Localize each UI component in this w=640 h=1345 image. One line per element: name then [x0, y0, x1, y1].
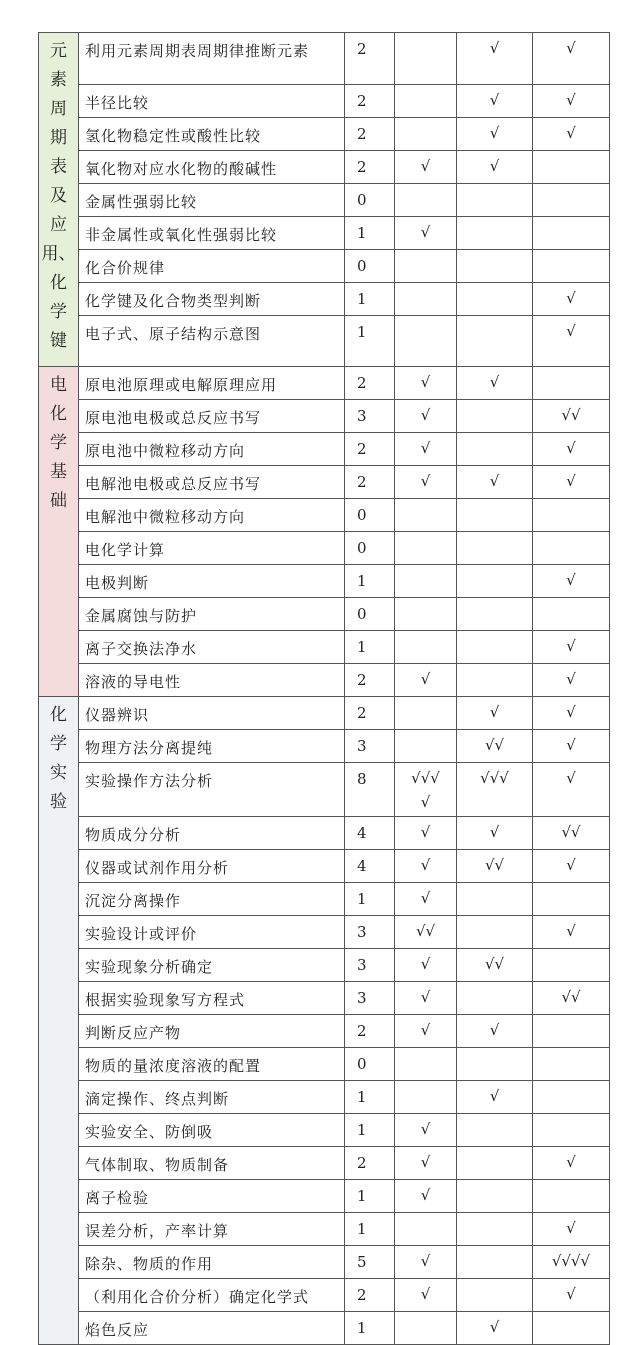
table-row: [39, 1312, 610, 1345]
table-row: [39, 697, 610, 730]
mark-cell-a: [395, 250, 457, 283]
table-row: [39, 916, 610, 949]
section-label-line: 用、: [41, 244, 76, 264]
mark-cell-c: √: [533, 565, 610, 598]
count-cell: 0: [345, 1048, 395, 1081]
mark-cell-a: [395, 316, 457, 367]
mark-cell-c: [533, 1015, 610, 1048]
mark-cell-a: √: [395, 1180, 457, 1213]
mark-cell-b: √: [457, 85, 533, 118]
section-label-line: 学: [50, 433, 67, 453]
mark-cell-c: √: [533, 316, 610, 367]
table-row: [39, 1147, 610, 1180]
mark-cell-b: [457, 1180, 533, 1213]
mark-cell-c: √: [533, 631, 610, 664]
mark-cell-a: √: [395, 151, 457, 184]
topic-cell: 电解池电极或总反应书写: [79, 466, 345, 499]
table-row: [39, 850, 610, 883]
count-cell: 2: [345, 664, 395, 697]
mark-cell-b: √: [457, 151, 533, 184]
topic-cell: 金属性强弱比较: [79, 184, 345, 217]
topic-cell: 物质成分分析: [79, 817, 345, 850]
topic-cell: 物质的量浓度溶液的配置: [79, 1048, 345, 1081]
mark-cell-b: √: [457, 1081, 533, 1114]
mark-cell-a: √: [395, 1015, 457, 1048]
count-cell: 1: [345, 1213, 395, 1246]
mark-cell-b: √: [457, 1312, 533, 1345]
count-cell: 3: [345, 730, 395, 763]
section-label-line: 验: [50, 792, 67, 812]
count-cell: 2: [345, 1015, 395, 1048]
mark-cell-c: √: [533, 1213, 610, 1246]
topic-cell: 实验安全、防倒吸: [79, 1114, 345, 1147]
section-label: [39, 367, 79, 697]
topic-cell: 化学键及化合物类型判断: [79, 283, 345, 316]
count-cell: 1: [345, 1081, 395, 1114]
table-row: [39, 1114, 610, 1147]
mark-cell-a: √√: [395, 916, 457, 949]
topic-cell: 离子交换法净水: [79, 631, 345, 664]
mark-cell-b: [457, 250, 533, 283]
mark-cell-b: √: [457, 817, 533, 850]
mark-cell-c: √: [533, 85, 610, 118]
table-row: [39, 499, 610, 532]
topic-cell: 氧化物对应水化物的酸碱性: [79, 151, 345, 184]
table-row: [39, 466, 610, 499]
count-cell: 1: [345, 316, 395, 367]
count-cell: 2: [345, 466, 395, 499]
mark-cell-b: [457, 664, 533, 697]
mark-cell-a: √: [395, 1147, 457, 1180]
section-label-line: 应: [50, 215, 67, 235]
mark-cell-c: √: [533, 118, 610, 151]
topic-cell: 化合价规律: [79, 250, 345, 283]
mark-cell-a: [395, 631, 457, 664]
mark-cell-b: [457, 184, 533, 217]
topic-cell: 实验现象分析确定: [79, 949, 345, 982]
topic-cell: 沉淀分离操作: [79, 883, 345, 916]
mark-cell-c: √√: [533, 400, 610, 433]
count-cell: 5: [345, 1246, 395, 1279]
mark-cell-a: [395, 1312, 457, 1345]
mark-cell-c: √: [533, 850, 610, 883]
count-cell: 2: [345, 433, 395, 466]
section-label-line: 学: [50, 302, 67, 322]
count-cell: 4: [345, 850, 395, 883]
mark-cell-a: √: [395, 1246, 457, 1279]
table-row: [39, 883, 610, 916]
mark-cell-b: [457, 1114, 533, 1147]
topic-cell: 原电池电极或总反应书写: [79, 400, 345, 433]
table-row: [39, 730, 610, 763]
mark-cell-c: √: [533, 916, 610, 949]
topic-cell: 焰色反应: [79, 1312, 345, 1345]
mark-cell-a: √: [395, 817, 457, 850]
topic-cell: 仪器或试剂作用分析: [79, 850, 345, 883]
mark-cell-a: √: [395, 466, 457, 499]
mark-cell-b: [457, 1279, 533, 1312]
mark-cell-a: √: [395, 883, 457, 916]
table-row: [39, 316, 610, 367]
mark-cell-c: √√: [533, 817, 610, 850]
mark-cell-c: [533, 598, 610, 631]
mark-cell-b: √√√: [457, 763, 533, 817]
mark-cell-c: [533, 367, 610, 400]
count-cell: 1: [345, 1180, 395, 1213]
section-label-line: 学: [50, 734, 67, 754]
mark-cell-b: √: [457, 697, 533, 730]
section-label-line: 元: [50, 41, 67, 61]
topic-cell: 物理方法分离提纯: [79, 730, 345, 763]
mark-cell-a: [395, 283, 457, 316]
mark-cell-b: [457, 532, 533, 565]
count-cell: 1: [345, 565, 395, 598]
mark-cell-b: [457, 1213, 533, 1246]
count-cell: 0: [345, 499, 395, 532]
mark-cell-a: √: [395, 850, 457, 883]
table-row: [39, 1015, 610, 1048]
section-label-line: 化: [50, 705, 67, 725]
table-row: [39, 367, 610, 400]
count-cell: 1: [345, 1312, 395, 1345]
table-row: [39, 1279, 610, 1312]
table-row: [39, 1048, 610, 1081]
mark-cell-c: [533, 1114, 610, 1147]
mark-cell-b: [457, 883, 533, 916]
mark-cell-a: √: [395, 400, 457, 433]
table-row: [39, 763, 610, 817]
table-row: [39, 283, 610, 316]
count-cell: 1: [345, 217, 395, 250]
table-row: [39, 949, 610, 982]
count-cell: 2: [345, 33, 395, 85]
count-cell: 2: [345, 151, 395, 184]
mark-cell-c: [533, 949, 610, 982]
topic-cell: 非金属性或氧化性强弱比较: [79, 217, 345, 250]
count-cell: 4: [345, 817, 395, 850]
exam-topic-table: [38, 32, 610, 1345]
mark-cell-a: [395, 184, 457, 217]
topic-cell: 原电池原理或电解原理应用: [79, 367, 345, 400]
table-row: [39, 982, 610, 1015]
table-row: [39, 1180, 610, 1213]
mark-cell-b: [457, 631, 533, 664]
topic-cell: （利用化合价分析）确定化学式: [79, 1279, 345, 1312]
topic-cell: 金属腐蚀与防护: [79, 598, 345, 631]
mark-cell-b: [457, 316, 533, 367]
count-cell: 0: [345, 532, 395, 565]
table-row: [39, 184, 610, 217]
topic-cell: 电化学计算: [79, 532, 345, 565]
mark-cell-a: √: [395, 664, 457, 697]
mark-cell-b: √√: [457, 730, 533, 763]
mark-cell-a: √: [395, 982, 457, 1015]
topic-cell: 离子检验: [79, 1180, 345, 1213]
count-cell: 1: [345, 1114, 395, 1147]
count-cell: 0: [345, 184, 395, 217]
section-label-line: 及: [50, 186, 67, 206]
section-label-line: 期: [50, 128, 67, 148]
mark-cell-c: √: [533, 466, 610, 499]
section-label-line: 化: [50, 404, 67, 424]
count-cell: 1: [345, 883, 395, 916]
topic-cell: 实验操作方法分析: [79, 763, 345, 817]
mark-cell-a: [395, 730, 457, 763]
mark-cell-a: [395, 499, 457, 532]
count-cell: 2: [345, 1279, 395, 1312]
count-cell: 1: [345, 283, 395, 316]
table-row: [39, 118, 610, 151]
mark-cell-b: [457, 1246, 533, 1279]
mark-cell-a: √: [395, 949, 457, 982]
table-row: [39, 1213, 610, 1246]
section-label-line: 电: [50, 375, 67, 395]
mark-cell-c: [533, 532, 610, 565]
mark-cell-b: [457, 499, 533, 532]
mark-cell-a: [395, 1213, 457, 1246]
mark-cell-c: [533, 1081, 610, 1114]
topic-cell: 溶液的导电性: [79, 664, 345, 697]
mark-cell-c: [533, 217, 610, 250]
table-row: [39, 250, 610, 283]
mark-cell-b: [457, 916, 533, 949]
table-row: [39, 1081, 610, 1114]
mark-cell-a: √: [395, 367, 457, 400]
topic-cell: 误差分析，产率计算: [79, 1213, 345, 1246]
mark-cell-c: [533, 1180, 610, 1213]
topic-cell: 原电池中微粒移动方向: [79, 433, 345, 466]
count-cell: 0: [345, 250, 395, 283]
section-label-line: 周: [50, 99, 67, 119]
section-label-line: 础: [50, 491, 67, 511]
section-label-line: 基: [50, 462, 67, 482]
mark-cell-b: √√: [457, 850, 533, 883]
mark-cell-b: [457, 565, 533, 598]
mark-cell-a: √: [395, 217, 457, 250]
mark-cell-c: [533, 1048, 610, 1081]
mark-cell-b: √: [457, 33, 533, 85]
count-cell: 2: [345, 1147, 395, 1180]
mark-cell-a: [395, 1081, 457, 1114]
mark-cell-c: √: [533, 730, 610, 763]
mark-cell-c: √: [533, 763, 610, 817]
mark-cell-c: [533, 151, 610, 184]
count-cell: 1: [345, 631, 395, 664]
topic-cell: 根据实验现象写方程式: [79, 982, 345, 1015]
mark-cell-a: [395, 598, 457, 631]
table-row: [39, 664, 610, 697]
section-label: [39, 697, 79, 1345]
count-cell: 2: [345, 118, 395, 151]
table-row: [39, 85, 610, 118]
mark-cell-c: √: [533, 283, 610, 316]
mark-cell-c: [533, 499, 610, 532]
topic-cell: 半径比较: [79, 85, 345, 118]
mark-cell-b: [457, 433, 533, 466]
mark-cell-c: [533, 1312, 610, 1345]
mark-cell-b: √√: [457, 949, 533, 982]
mark-cell-b: √: [457, 367, 533, 400]
table-body: [39, 33, 610, 1345]
topic-cell: 实验设计或评价: [79, 916, 345, 949]
table-row: [39, 33, 610, 85]
mark-cell-c: [533, 184, 610, 217]
mark-cell-b: [457, 982, 533, 1015]
section-label-line: 素: [50, 70, 67, 90]
topic-cell: 电极判断: [79, 565, 345, 598]
topic-cell: 电解池中微粒移动方向: [79, 499, 345, 532]
table-row: [39, 598, 610, 631]
count-cell: 2: [345, 697, 395, 730]
topic-cell: 氢化物稳定性或酸性比较: [79, 118, 345, 151]
table-row: [39, 565, 610, 598]
mark-cell-b: [457, 1048, 533, 1081]
mark-cell-b: √: [457, 1015, 533, 1048]
count-cell: 2: [345, 85, 395, 118]
mark-cell-a: [395, 697, 457, 730]
mark-cell-c: √: [533, 697, 610, 730]
section-label-line: 表: [50, 157, 67, 177]
topic-cell: 判断反应产物: [79, 1015, 345, 1048]
topic-cell: 仪器辨识: [79, 697, 345, 730]
mark-cell-a: [395, 118, 457, 151]
mark-cell-c: √√√√: [533, 1246, 610, 1279]
table-row: [39, 217, 610, 250]
table-row: [39, 400, 610, 433]
topic-cell: 除杂、物质的作用: [79, 1246, 345, 1279]
mark-cell-a: √: [395, 1279, 457, 1312]
table-row: [39, 1246, 610, 1279]
mark-cell-a: [395, 85, 457, 118]
count-cell: 3: [345, 949, 395, 982]
table-row: [39, 532, 610, 565]
mark-cell-a: √√√ √: [395, 763, 457, 817]
mark-cell-c: [533, 250, 610, 283]
section-label-line: 键: [50, 331, 67, 351]
mark-cell-a: √: [395, 1114, 457, 1147]
mark-cell-a: [395, 532, 457, 565]
mark-cell-a: √: [395, 433, 457, 466]
mark-cell-b: √: [457, 118, 533, 151]
table-row: [39, 817, 610, 850]
mark-cell-b: [457, 598, 533, 631]
table-row: [39, 433, 610, 466]
mark-cell-b: [457, 400, 533, 433]
topic-cell: 气体制取、物质制备: [79, 1147, 345, 1180]
table-row: [39, 151, 610, 184]
topic-cell: 滴定操作、终点判断: [79, 1081, 345, 1114]
mark-cell-b: [457, 1147, 533, 1180]
section-label: [39, 33, 79, 367]
mark-cell-c: √√: [533, 982, 610, 1015]
mark-cell-c: √: [533, 664, 610, 697]
mark-cell-c: √: [533, 433, 610, 466]
count-cell: 8: [345, 763, 395, 817]
mark-cell-c: √: [533, 1147, 610, 1180]
count-cell: 0: [345, 598, 395, 631]
section-label-line: 化: [50, 273, 67, 293]
mark-cell-a: [395, 565, 457, 598]
section-label-line: 实: [50, 763, 67, 783]
mark-cell-c: √: [533, 1279, 610, 1312]
mark-cell-c: [533, 883, 610, 916]
count-cell: 3: [345, 400, 395, 433]
mark-cell-c: √: [533, 33, 610, 85]
count-cell: 3: [345, 916, 395, 949]
topic-cell: 电子式、原子结构示意图: [79, 316, 345, 367]
count-cell: 2: [345, 367, 395, 400]
count-cell: 3: [345, 982, 395, 1015]
mark-cell-a: [395, 1048, 457, 1081]
table-row: [39, 631, 610, 664]
mark-cell-b: [457, 217, 533, 250]
topic-cell: 利用元素周期表周期律推断元素: [79, 33, 345, 85]
mark-cell-b: √: [457, 466, 533, 499]
mark-cell-a: [395, 33, 457, 85]
mark-cell-b: [457, 283, 533, 316]
